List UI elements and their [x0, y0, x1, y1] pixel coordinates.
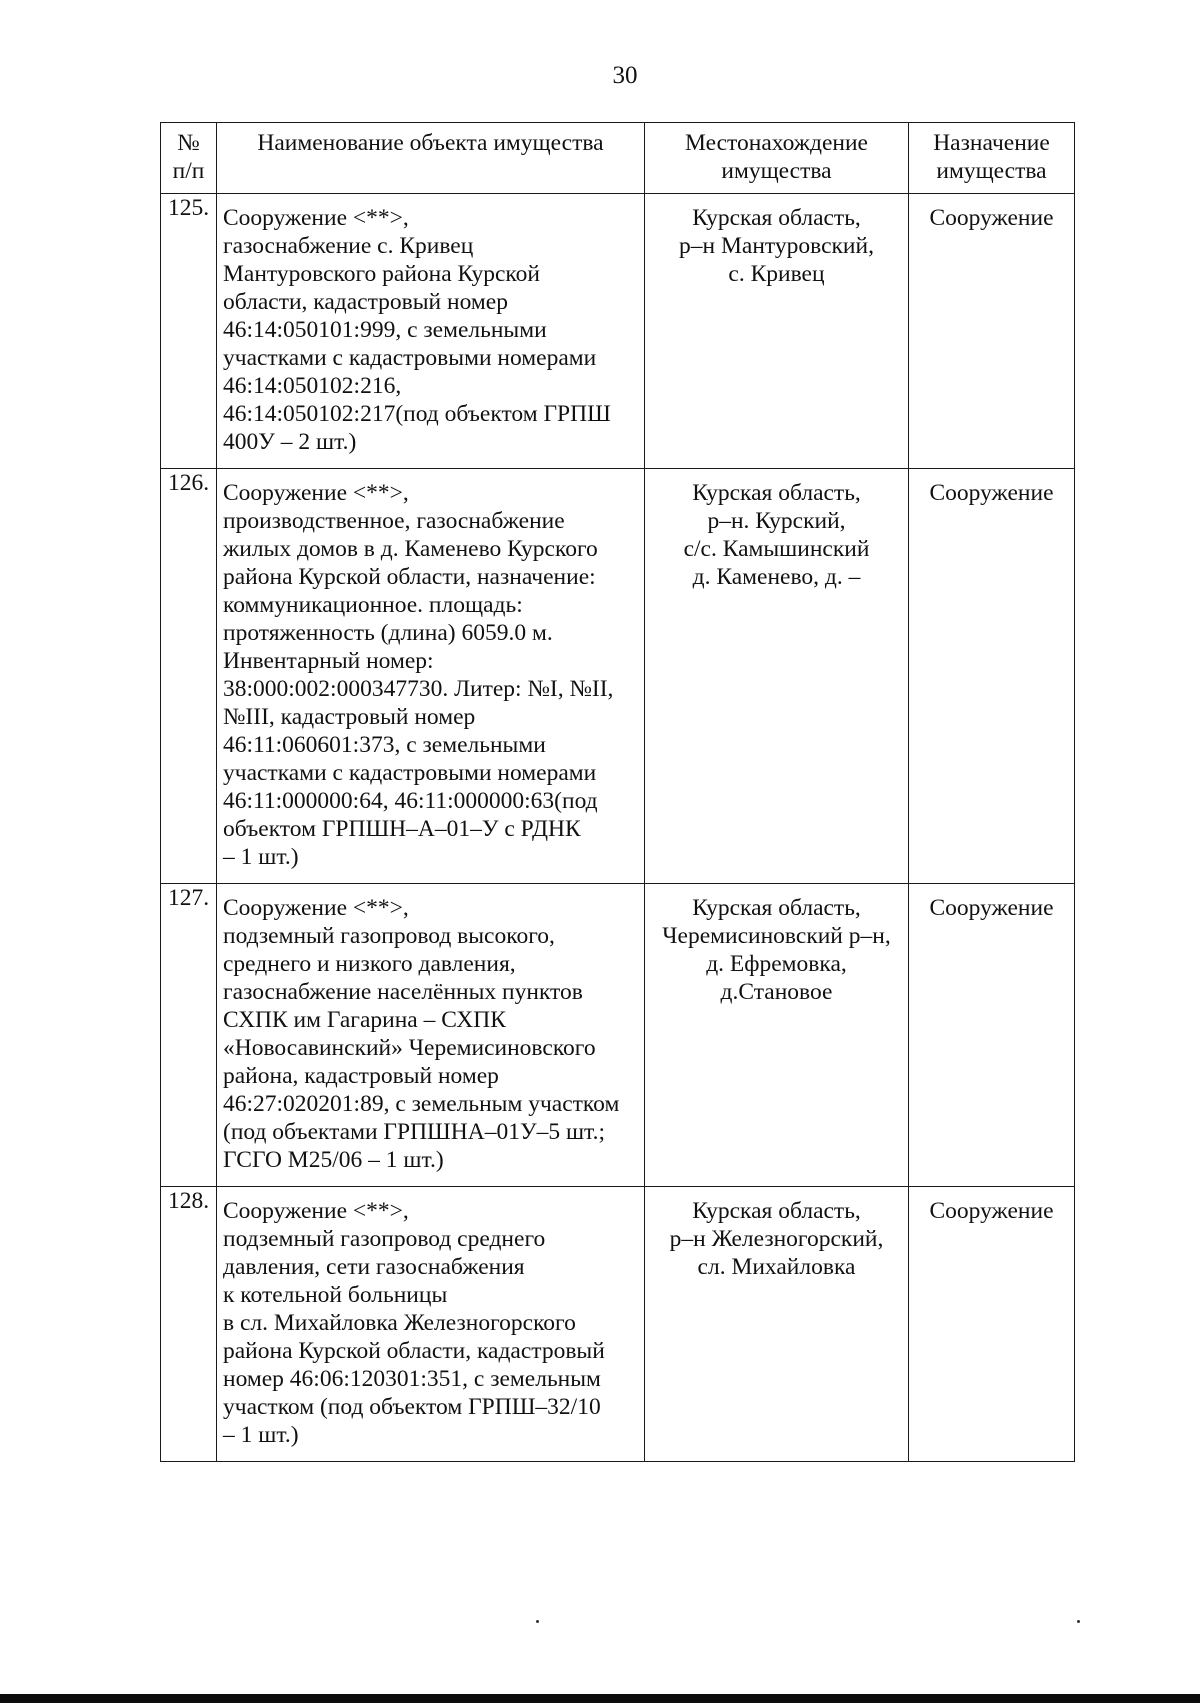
object-name: Сооружение <**>, производственное, газоснабжение жилых домов в д. Каменево Курского района Курской области, назначение: коммуникационное. площадь: протяженность (длина) 6059.0 м. Инвентарный номер: 38:000:002:000347730. Литер: №I, №II, №III, кадастровый номер 46:11:060601:373, с земельными участками с кадастровыми номерами 46:11:000000:64, 46:11:000000:63(под объектом ГРПШН–А–01–У с РДНК – 1 шт.) [217, 469, 645, 884]
header-purpose: Назначение имущества [909, 123, 1075, 194]
object-purpose: Сооружение [909, 469, 1075, 884]
table-header-row [161, 123, 1075, 194]
table-row [161, 469, 1075, 884]
object-purpose: Сооружение [909, 194, 1075, 469]
scan-speck [1077, 1620, 1080, 1623]
table-row [161, 884, 1075, 1187]
scan-edge-stroke [0, 1694, 1200, 1703]
object-location: Курская область, р–н Мантуровский, с. Кривец [645, 194, 909, 469]
object-name: Сооружение <**>, газоснабжение с. Кривец Мантуровского района Курской области, кадастровый номер 46:14:050101:999, с земельными участками с кадастровыми номерами 46:14:050102:216, 46:14:050102:217(под объектом ГРПШ 400У – 2 шт.) [217, 194, 645, 469]
header-name: Наименование объекта имущества [217, 123, 645, 194]
object-name: Сооружение <**>, подземный газопровод среднего давления, сети газоснабжения к котельной больницы в сл. Михайловка Железногорского района Курской области, кадастровый номер 46:06:120301:351, с земельным участком (под объектом ГРПШ–32/10 – 1 шт.) [217, 1187, 645, 1462]
object-name: Сооружение <**>, подземный газопровод высокого, среднего и низкого давления, газоснабжение населённых пунктов СХПК им Гагарина – СХПК «Новосавинский» Черемисиновского района, кадастровый номер 46:27:020201:89, с земельным участком (под объектами ГРПШНА–01У–5 шт.; ГСГО М25/06 – 1 шт.) [217, 884, 645, 1187]
property-table [160, 122, 1075, 1462]
object-purpose: Сооружение [909, 884, 1075, 1187]
scan-speck [536, 1620, 539, 1623]
table-row [161, 1187, 1075, 1462]
page-number: 30 [612, 62, 638, 89]
row-number: 126. [161, 469, 217, 884]
object-purpose: Сооружение [909, 1187, 1075, 1462]
row-number: 128. [161, 1187, 217, 1462]
header-num: № п/п [161, 123, 217, 194]
object-location: Курская область, р–н Железногорский, сл. Михайловка [645, 1187, 909, 1462]
object-location: Курская область, Черемисиновский р–н, д. Ефремовка, д.Становое [645, 884, 909, 1187]
row-number: 127. [161, 884, 217, 1187]
table-row [161, 194, 1075, 469]
object-location: Курская область, р–н. Курский, с/с. Камышинский д. Каменево, д. – [645, 469, 909, 884]
header-location: Местонахождение имущества [645, 123, 909, 194]
row-number: 125. [161, 194, 217, 469]
